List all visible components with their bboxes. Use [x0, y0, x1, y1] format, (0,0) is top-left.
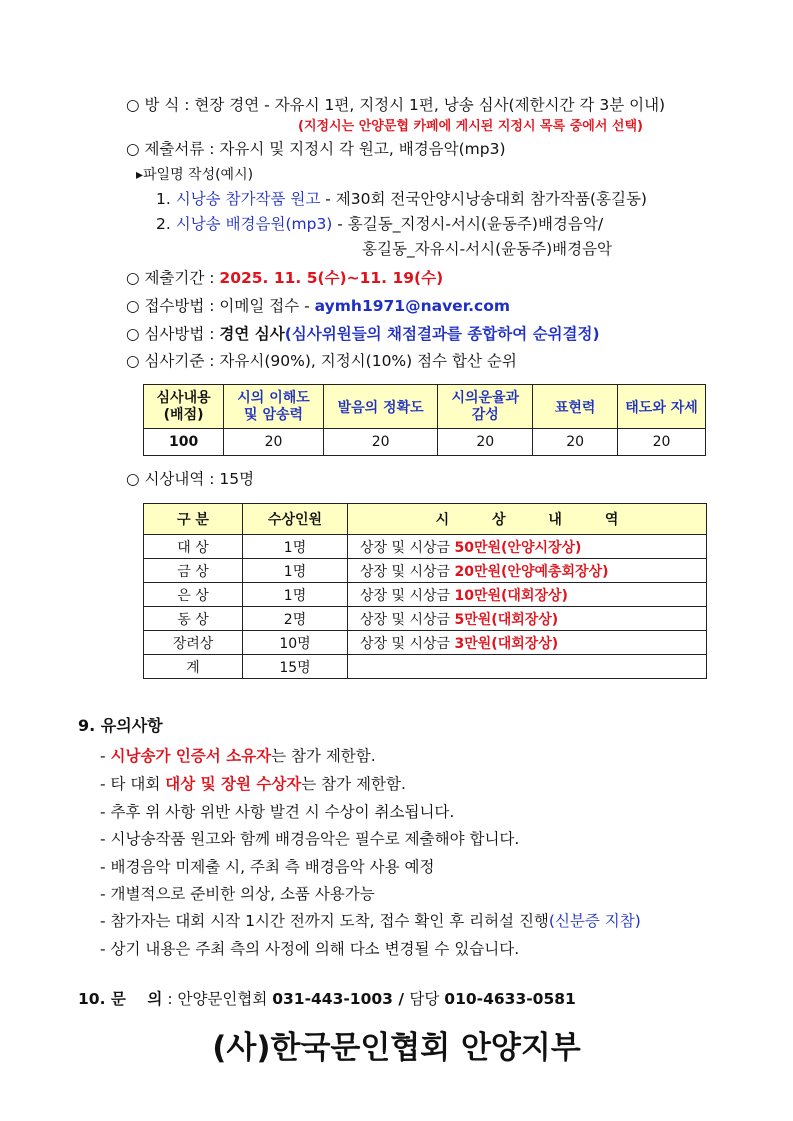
award-count: 15명 — [243, 655, 348, 679]
note-8: - 상기 내용은 주최 측의 사정에 의해 다소 변경될 수 있습니다. — [100, 940, 520, 958]
note-2: - 타 대회 대상 및 장원 수상자는 참가 제한함. — [100, 775, 406, 793]
award-header: 구 분 — [144, 504, 243, 535]
note-6: - 개별적으로 준비한 의상, 소품 사용가능 — [100, 885, 375, 903]
score-header-row — [144, 385, 706, 429]
score-header: 표현력 — [533, 385, 618, 429]
period-line: ○ 제출기간 : 2025. 11. 5(수)~11. 19(수) — [126, 269, 444, 287]
footer-organization: (사)한국문인협회 안양지부 — [212, 1030, 581, 1066]
email-link[interactable]: aymh1971@naver.com — [314, 297, 511, 315]
award-detail: 상장 및 시상금 5만원(대회장상) — [348, 607, 707, 631]
contact-phone-1: 031-443-1003 — [272, 990, 393, 1008]
method-note: (지정시는 안양문협 카페에 게시된 지정시 목록 중에서 선택) — [298, 119, 643, 134]
score-header: 시의운율과 감성 — [438, 385, 533, 429]
note-5: - 배경음악 미제출 시, 주최 측 배경음악 사용 예정 — [100, 858, 435, 876]
award-grade: 계 — [144, 655, 243, 679]
awards-title: ○ 시상내역 : 15명 — [126, 470, 255, 488]
award-row — [144, 559, 707, 583]
award-grade: 금 상 — [144, 559, 243, 583]
note-4: - 시낭송작품 원고와 함께 배경음악은 필수로 제출해야 합니다. — [100, 830, 520, 848]
criteria-line: ○ 심사기준 : 자유시(90%), 지정시(10%) 점수 합산 순위 — [126, 352, 517, 370]
award-count: 10명 — [243, 631, 348, 655]
score-value: 20 — [618, 429, 706, 456]
note-7: - 참가자는 대회 시작 1시간 전까지 도착, 접수 확인 후 리허설 진행(신분증 지참) — [100, 912, 641, 930]
example-1: 1. 시낭송 참가작품 원고 - 제30회 전국안양시낭송대회 참가작품(홍길동) — [156, 190, 647, 208]
award-grade: 동 상 — [144, 607, 243, 631]
award-row — [144, 535, 707, 559]
award-count: 1명 — [243, 535, 348, 559]
score-header: 발음의 정확도 — [323, 385, 437, 429]
award-detail: 상장 및 시상금 50만원(안양시장상) — [348, 535, 707, 559]
score-header: 태도와 자세 — [618, 385, 706, 429]
docs-line: ○ 제출서류 : 자유시 및 지정시 각 원고, 배경음악(mp3) — [126, 140, 506, 158]
example-2-cont: 홍길동_자유시-서시(윤동주)배경음악 — [362, 240, 613, 258]
award-header-row — [144, 504, 707, 535]
award-detail: 상장 및 시상금 3만원(대회장상) — [348, 631, 707, 655]
score-value: 20 — [224, 429, 324, 456]
note-1: - 시낭송가 인증서 소유자는 참가 제한함. — [100, 747, 376, 765]
award-header: 수상인원 — [243, 504, 348, 535]
award-detail — [348, 655, 707, 679]
award-header: 시 상 내 역 — [348, 504, 707, 535]
score-value: 20 — [533, 429, 618, 456]
note-3: - 추후 위 사항 위반 사항 발견 시 수상이 취소됩니다. — [100, 803, 455, 821]
contact-phone-2: 010-4633-0581 — [444, 990, 576, 1008]
award-count: 1명 — [243, 559, 348, 583]
score-header: 시의 이해도 및 암송력 — [224, 385, 324, 429]
award-count: 2명 — [243, 607, 348, 631]
award-table — [143, 503, 707, 679]
score-header: 심사내용 (배점) — [144, 385, 224, 429]
contact-line: 10. 문 의 : 안양문인협회 031-443-1003 / 담당 010-4633-0581 — [78, 990, 576, 1008]
award-row — [144, 607, 707, 631]
award-count: 1명 — [243, 583, 348, 607]
score-table — [143, 384, 706, 456]
score-value-row — [144, 429, 706, 456]
notes-title: 9. 유의사항 — [78, 716, 163, 735]
award-grade: 은 상 — [144, 583, 243, 607]
award-grade: 장려상 — [144, 631, 243, 655]
example-2: 2. 시낭송 배경음원(mp3) - 홍길동_지정시-서시(윤동주)배경음악/ — [156, 215, 604, 233]
filename-label: ▸파일명 작성(예시) — [136, 167, 254, 183]
award-total-row — [144, 655, 707, 679]
award-detail: 상장 및 시상금 10만원(대회장상) — [348, 583, 707, 607]
score-value: 20 — [438, 429, 533, 456]
score-value: 100 — [144, 429, 224, 456]
receipt-line: ○ 접수방법 : 이메일 접수 - aymh1971@naver.com — [126, 297, 511, 315]
score-value: 20 — [323, 429, 437, 456]
judging-line: ○ 심사방법 : 경연 심사(심사위원들의 채점결과를 종합하여 순위결정) — [126, 325, 600, 343]
award-detail: 상장 및 시상금 20만원(안양예총회장상) — [348, 559, 707, 583]
award-grade: 대 상 — [144, 535, 243, 559]
method-line: ○ 방 식 : 현장 경연 - 자유시 1편, 지정시 1편, 낭송 심사(제한시간 각 3분 이내) — [126, 96, 666, 114]
award-row — [144, 631, 707, 655]
award-row — [144, 583, 707, 607]
